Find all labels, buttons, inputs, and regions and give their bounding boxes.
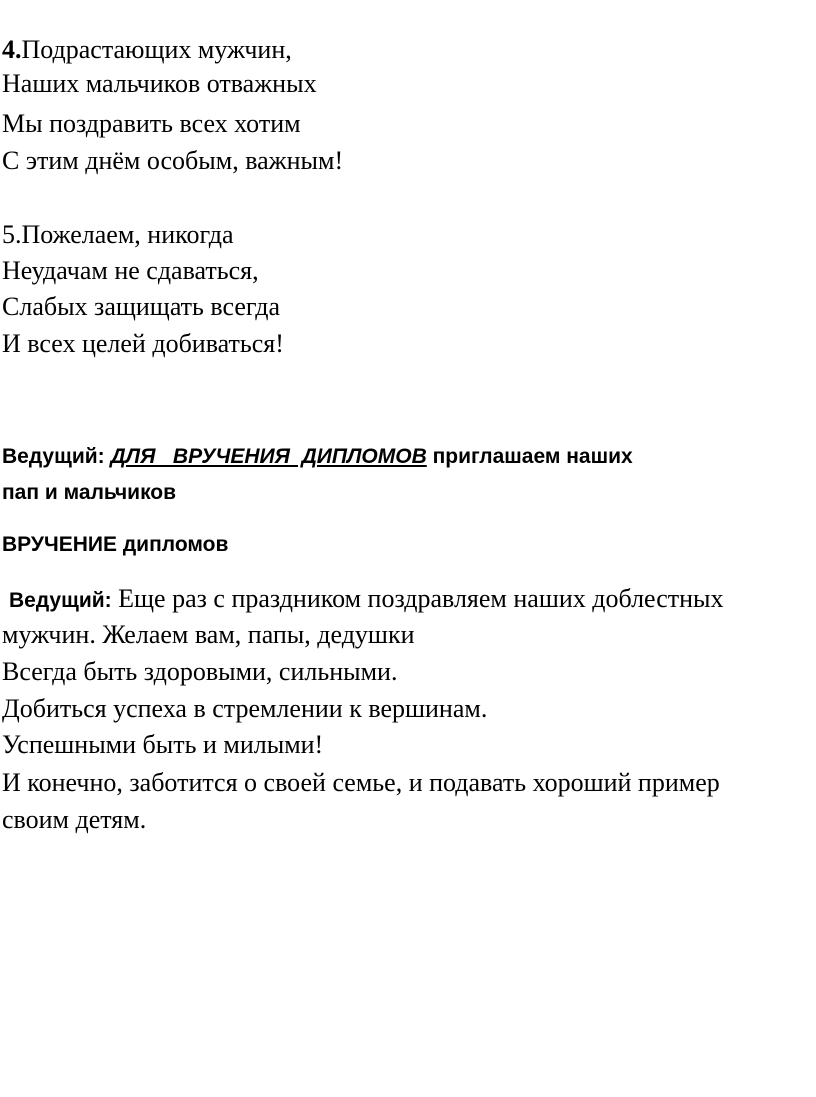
closing-line-2: мужчин. Желаем вам, папы, дедушки	[2, 620, 415, 649]
closing-line-1-text: Еще раз с праздником поздравляем наших доблестных	[118, 584, 724, 613]
closing-line-3: Всегда быть здоровыми, сильными.	[2, 657, 398, 686]
diplomas-heading	[2, 528, 228, 562]
stanza-5-line-4: И всех целей добиваться!	[2, 329, 284, 358]
closing-line-6: И конечно, заботится о своей семье, и подавать хороший пример	[2, 768, 720, 797]
stanza-4-line-3: Мы поздравить всех хотим	[2, 109, 301, 138]
stanza-5-line-1: 5.Пожелаем, никогда	[2, 220, 234, 249]
diplomas-intro-line-2: пап и мальчиков	[2, 481, 177, 504]
diplomas-intro-line-1	[2, 440, 633, 474]
stanza-5-line-3: Слабых защищать всегда	[2, 292, 281, 321]
closing-line-1	[9, 582, 724, 618]
closing-speaker-label: Ведущий:	[9, 589, 112, 612]
closing-line-5: Успешными быть и милыми!	[2, 730, 324, 759]
diplomas-intro-rest: приглашаем наших	[432, 445, 633, 468]
stanza-4-line-1-text: Подрастающих мужчин,	[21, 35, 292, 64]
stanza-4-line-4: С этим днём особым, важным!	[2, 146, 344, 175]
stanza-5-line-2: Неудачам не сдаваться,	[2, 256, 259, 285]
closing-line-7: своим детям.	[2, 805, 147, 834]
diplomas-heading-rest: дипломов	[122, 533, 229, 556]
host-speaker-label: Ведущий:	[2, 445, 105, 468]
diplomas-emphasis: ДЛЯ ВРУЧЕНИЯ ДИПЛОМОВ	[110, 445, 427, 468]
diplomas-heading-caps: ВРУЧЕНИЕ	[2, 533, 117, 556]
stanza-4-number: 4.	[2, 35, 22, 64]
closing-line-4: Добиться успеха в стремлении к вершинам.	[2, 694, 488, 723]
stanza-4-line-1	[2, 33, 292, 67]
stanza-4-line-2: Наших мальчиков отважных	[2, 69, 317, 98]
